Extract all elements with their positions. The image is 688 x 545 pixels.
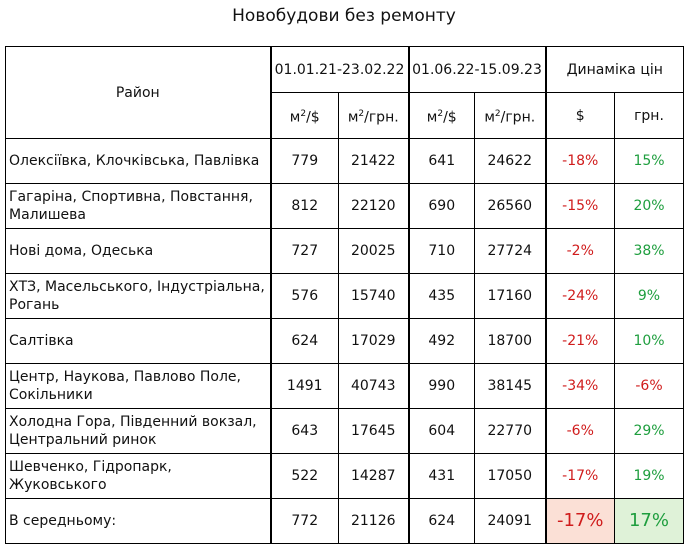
price-uah-period-2: 27724	[475, 229, 546, 274]
price-uah-period-1: 15740	[339, 274, 409, 319]
dynamics-uah-cell: -6%	[615, 364, 684, 409]
header-unit-uah-2: $м^2$/грн.	[475, 93, 546, 139]
dynamics-usd-cell: -18%	[546, 139, 615, 184]
table-row	[6, 139, 684, 184]
price-usd-period-2: 710	[409, 229, 475, 274]
district-cell: Гагаріна, Спортивна, Повстання, Малишева	[6, 184, 271, 229]
price-uah-period-2: 26560	[475, 184, 546, 229]
header-unit-uah-1: $м^2$/грн.	[339, 93, 409, 139]
district-cell: Олексіївка, Клочківська, Павлівка	[6, 139, 271, 184]
price-usd-period-2: 435	[409, 274, 475, 319]
price-usd-period-1: 772	[271, 499, 339, 544]
dynamics-uah-cell: 10%	[615, 319, 684, 364]
table-row	[6, 409, 684, 454]
price-uah-period-2: 24622	[475, 139, 546, 184]
price-usd-period-2: 641	[409, 139, 475, 184]
price-usd-period-1: 643	[271, 409, 339, 454]
price-uah-period-2: 17050	[475, 454, 546, 499]
price-usd-period-1: 576	[271, 274, 339, 319]
header-unit-usd-1: $м^2/\$$	[271, 93, 339, 139]
dynamics-usd-cell: -6%	[546, 409, 615, 454]
dynamics-usd-cell: -2%	[546, 229, 615, 274]
header-row-periods	[6, 47, 684, 93]
dynamics-usd-cell: -17%	[546, 454, 615, 499]
district-cell: Шевченко, Гідропарк, Жуковського	[6, 454, 271, 499]
price-uah-period-1: 20025	[339, 229, 409, 274]
dynamics-uah-cell: 20%	[615, 184, 684, 229]
header-unit-usd-2: $м^2/\$$	[409, 93, 475, 139]
price-uah-period-1: 21422	[339, 139, 409, 184]
dynamics-uah-cell: 17%	[615, 499, 684, 544]
district-cell: Салтівка	[6, 319, 271, 364]
page-title: Новобудови без ремонту	[232, 6, 456, 26]
price-usd-period-1: 522	[271, 454, 339, 499]
price-usd-period-2: 624	[409, 499, 475, 544]
price-uah-period-1: 14287	[339, 454, 409, 499]
price-usd-period-2: 492	[409, 319, 475, 364]
table-row	[6, 274, 684, 319]
district-cell: Центр, Наукова, Павлово Поле, Сокільники	[6, 364, 271, 409]
average-row	[6, 499, 684, 544]
table-row	[6, 454, 684, 499]
table-row	[6, 184, 684, 229]
price-usd-period-1: 779	[271, 139, 339, 184]
price-uah-period-2: 24091	[475, 499, 546, 544]
district-cell: ХТЗ, Масельського, Індустріальна, Рогань	[6, 274, 271, 319]
dynamics-uah-cell: 38%	[615, 229, 684, 274]
header-dyn-uah: грн.	[615, 93, 684, 139]
header-period-1: 01.01.21-23.02.22	[271, 47, 409, 93]
district-cell: Холодна Гора, Південний вокзал, Центральний ринок	[6, 409, 271, 454]
price-uah-period-2: 17160	[475, 274, 546, 319]
price-uah-period-2: 22770	[475, 409, 546, 454]
price-usd-period-1: 727	[271, 229, 339, 274]
price-uah-period-1: 21126	[339, 499, 409, 544]
table-row	[6, 364, 684, 409]
dynamics-usd-cell: -15%	[546, 184, 615, 229]
price-uah-period-1: 17645	[339, 409, 409, 454]
district-cell: Нові дома, Одеська	[6, 229, 271, 274]
price-usd-period-1: 624	[271, 319, 339, 364]
dynamics-uah-cell: 29%	[615, 409, 684, 454]
price-uah-period-1: 40743	[339, 364, 409, 409]
price-uah-period-2: 38145	[475, 364, 546, 409]
price-uah-period-1: 22120	[339, 184, 409, 229]
dynamics-usd-cell: -24%	[546, 274, 615, 319]
price-uah-period-2: 18700	[475, 319, 546, 364]
dynamics-uah-cell: 9%	[615, 274, 684, 319]
price-usd-period-1: 812	[271, 184, 339, 229]
dynamics-usd-cell: -17%	[546, 499, 615, 544]
header-district: Район	[6, 47, 271, 139]
dynamics-usd-cell: -34%	[546, 364, 615, 409]
price-usd-period-2: 604	[409, 409, 475, 454]
dynamics-uah-cell: 19%	[615, 454, 684, 499]
price-table	[5, 46, 684, 544]
district-cell: В середньому:	[6, 499, 271, 544]
price-usd-period-1: 1491	[271, 364, 339, 409]
price-uah-period-1: 17029	[339, 319, 409, 364]
table-row	[6, 319, 684, 364]
price-usd-period-2: 431	[409, 454, 475, 499]
header-period-2: 01.06.22-15.09.23	[409, 47, 546, 93]
header-dynamics: Динаміка цін	[546, 47, 684, 93]
table-row	[6, 229, 684, 274]
dynamics-usd-cell: -21%	[546, 319, 615, 364]
price-usd-period-2: 690	[409, 184, 475, 229]
price-usd-period-2: 990	[409, 364, 475, 409]
dynamics-uah-cell: 15%	[615, 139, 684, 184]
header-dyn-usd: $	[546, 93, 615, 139]
